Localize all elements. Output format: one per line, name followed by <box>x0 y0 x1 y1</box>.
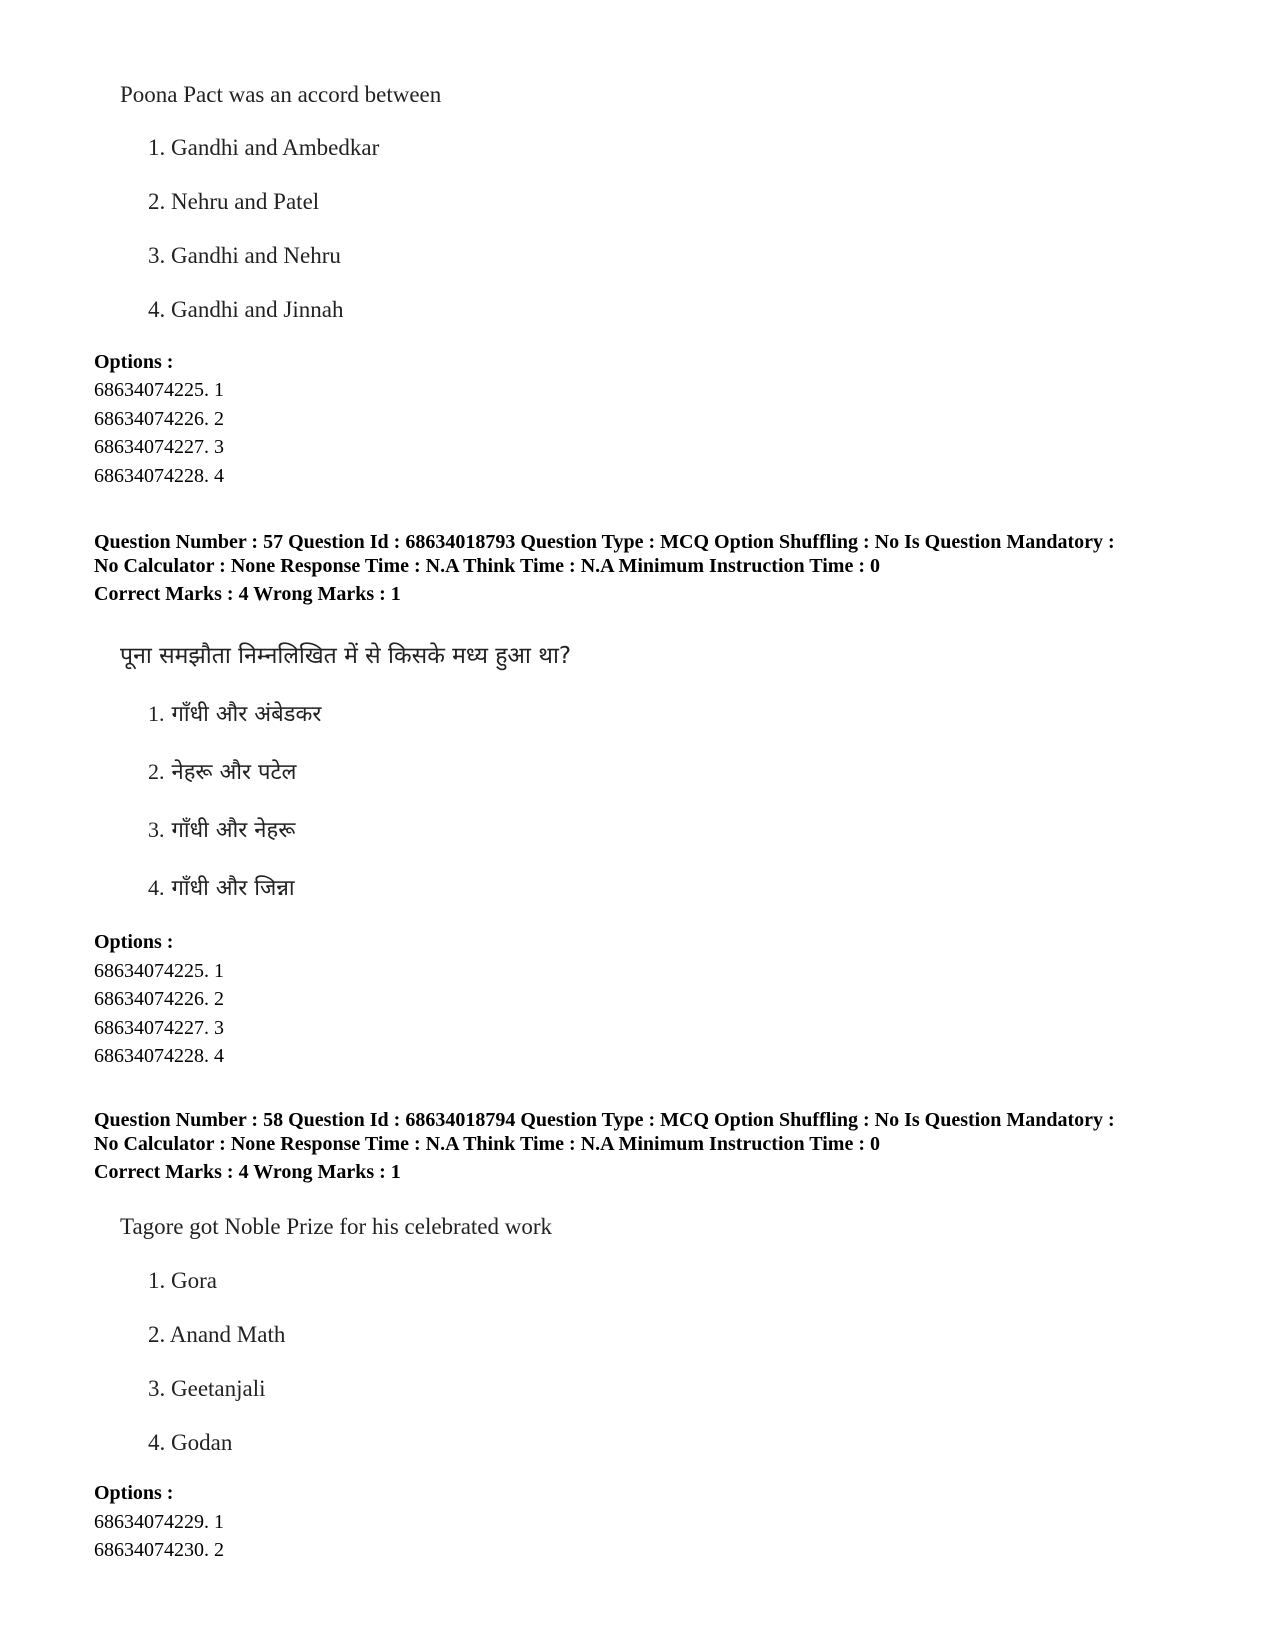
choice-2: 2. Nehru and Patel <box>148 189 320 214</box>
choice-4: 4. Gandhi and Jinnah <box>148 297 344 322</box>
choice-4: 4. गाँधी और जिन्ना <box>148 875 295 901</box>
option-row: 68634074226. 2 <box>94 988 224 1010</box>
option-row: 68634074228. 4 <box>94 465 224 487</box>
choice-1: 1. Gandhi and Ambedkar <box>148 135 380 160</box>
question-meta: Question Number : 58 Question Id : 68634018794 Question Type : MCQ Option Shuffling : No Is Question Mandatory : <box>94 1109 1115 1131</box>
question-text: Poona Pact was an accord between <box>120 82 442 107</box>
question-meta: No Calculator : None Response Time : N.A Think Time : N.A Minimum Instruction Time : 0 <box>94 555 880 577</box>
question-text: पूना समझौता निम्नलिखित में से किसके मध्य हुआ था? <box>120 643 572 669</box>
options-label: Options : <box>94 1482 174 1504</box>
option-row: 68634074226. 2 <box>94 408 224 430</box>
marks-info: Correct Marks : 4 Wrong Marks : 1 <box>94 583 401 605</box>
option-row: 68634074228. 4 <box>94 1045 224 1067</box>
option-row: 68634074225. 1 <box>94 379 224 401</box>
choice-4: 4. Godan <box>148 1430 233 1455</box>
option-row: 68634074225. 1 <box>94 960 224 982</box>
options-label: Options : <box>94 351 174 373</box>
choice-1: 1. Gora <box>148 1268 217 1293</box>
choice-3: 3. गाँधी और नेहरू <box>148 817 296 843</box>
choice-2: 2. नेहरू और पटेल <box>148 759 297 785</box>
choice-1: 1. गाँधी और अंबेडकर <box>148 701 322 727</box>
option-row: 68634074229. 1 <box>94 1511 224 1533</box>
options-label: Options : <box>94 931 174 953</box>
option-row: 68634074230. 2 <box>94 1539 224 1561</box>
choice-3: 3. Gandhi and Nehru <box>148 243 341 268</box>
question-text: Tagore got Noble Prize for his celebrated work <box>120 1214 553 1239</box>
question-meta: No Calculator : None Response Time : N.A Think Time : N.A Minimum Instruction Time : 0 <box>94 1133 880 1155</box>
question-meta: Question Number : 57 Question Id : 68634018793 Question Type : MCQ Option Shuffling : No Is Question Mandatory : <box>94 531 1115 553</box>
choice-2: 2. Anand Math <box>148 1322 286 1347</box>
marks-info: Correct Marks : 4 Wrong Marks : 1 <box>94 1161 401 1183</box>
option-row: 68634074227. 3 <box>94 1017 224 1039</box>
option-row: 68634074227. 3 <box>94 436 224 458</box>
choice-3: 3. Geetanjali <box>148 1376 266 1401</box>
